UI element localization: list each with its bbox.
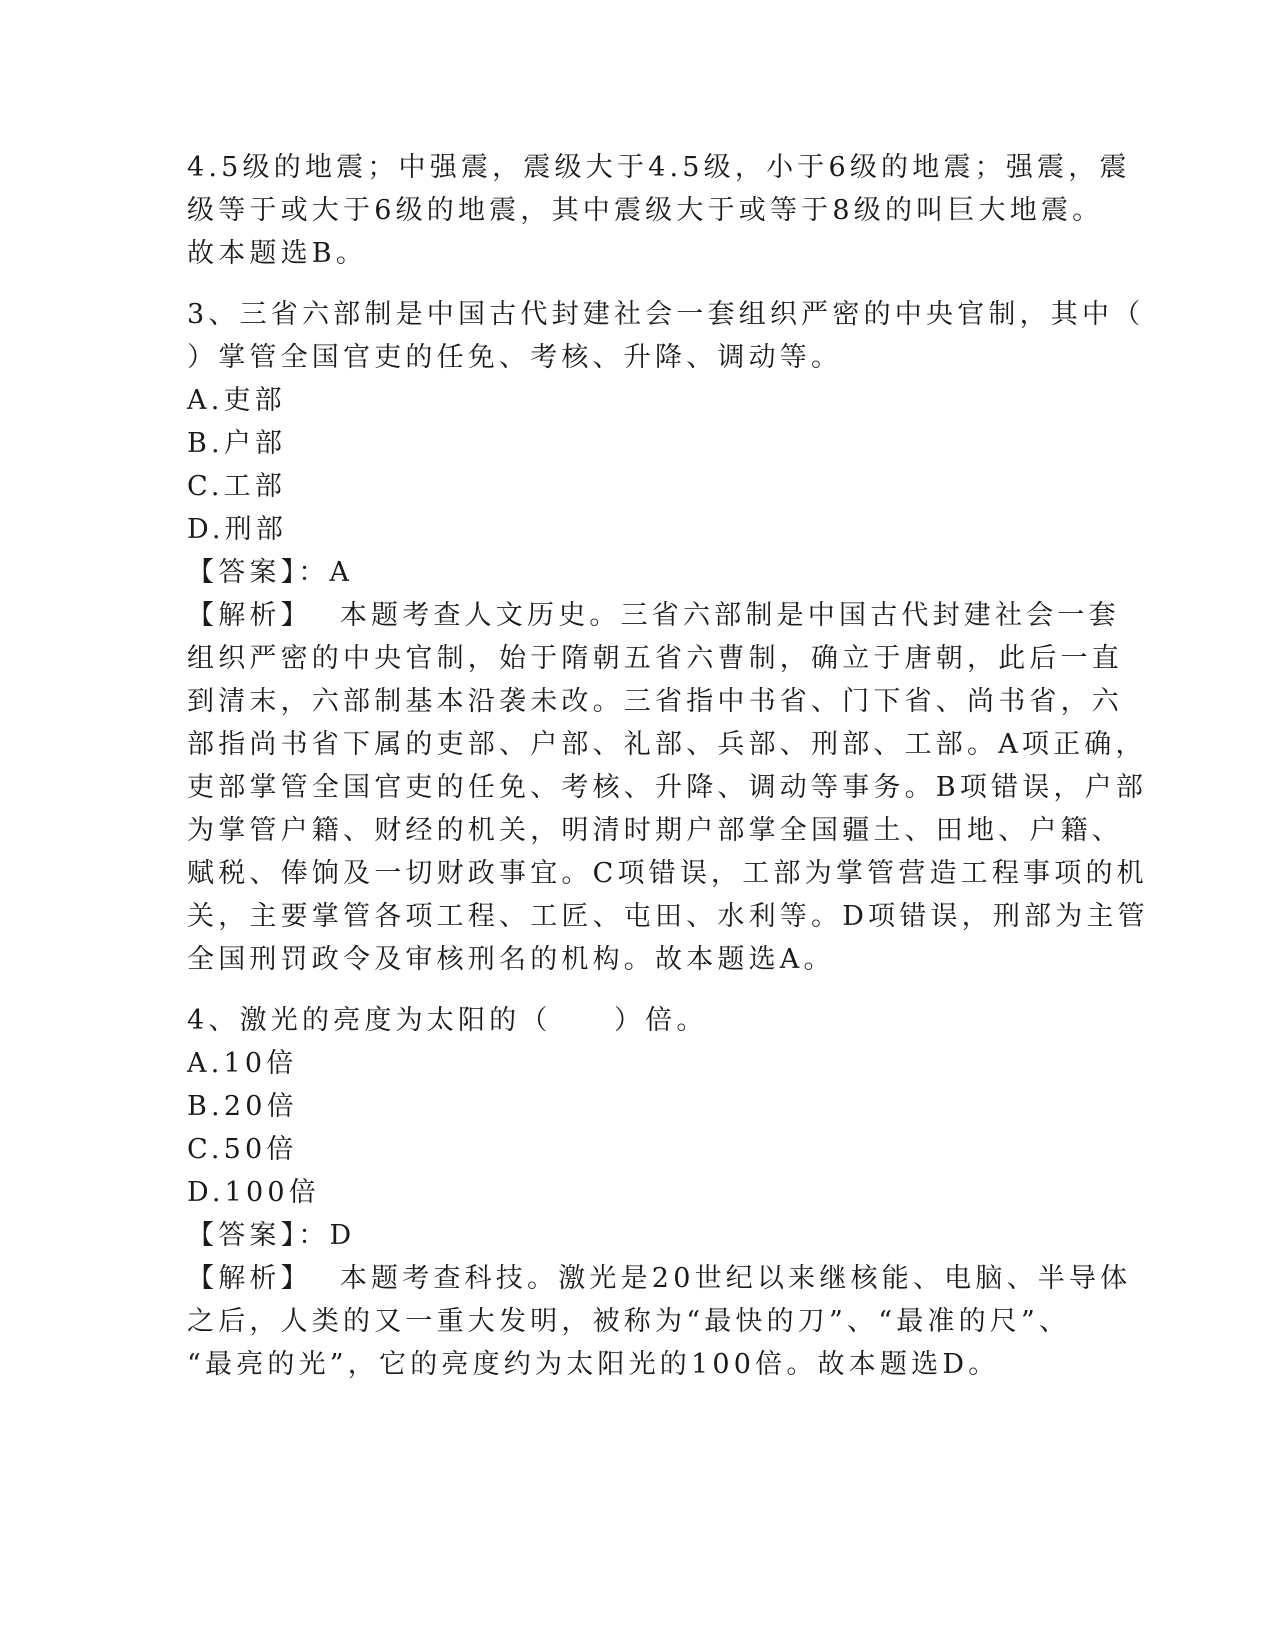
analysis-line: 全国刑罚政令及审核刑名的机构。故本题选A。 — [187, 944, 835, 975]
analysis-label: 【解析】 — [187, 600, 312, 631]
analysis-line: 到清末，六部制基本沿袭未改。三省指中书省、门下省、尚书省，六 — [187, 686, 1123, 717]
question-3 — [187, 293, 1149, 981]
option-b: B.户部 — [187, 428, 287, 459]
analysis-line: 部指尚书省下属的吏部、户部、礼部、兵部、刑部、工部。A项正确， — [187, 729, 1147, 760]
text-line: 故本题选B。 — [187, 238, 368, 269]
option-a: A.10倍 — [187, 1048, 298, 1079]
analysis-text: 本题考查科技。激光是20世纪以来继核能、电脑、半导体 — [339, 1263, 1132, 1294]
option-c: C.工部 — [187, 471, 287, 502]
question-stem-line: ）掌管全国官吏的任免、考核、升降、调动等。 — [187, 342, 843, 373]
analysis-line: 组织严密的中央官制，始于隋朝五省六曹制，确立于唐朝，此后一直 — [187, 643, 1123, 674]
analysis-first-line — [187, 1257, 1132, 1300]
analysis-line: 为掌管户籍、财经的机关，明清时期户部掌全国疆土、田地、户籍、 — [187, 815, 1123, 846]
question-4 — [187, 999, 1132, 1386]
answer-line: 【答案】：D — [187, 1220, 356, 1251]
option-c: C.50倍 — [187, 1134, 298, 1165]
option-a: A.吏部 — [187, 385, 286, 416]
analysis-first-line — [187, 594, 1120, 637]
text-line: 级等于或大于6级的地震，其中震级大于或等于8级的叫巨大地震。 — [187, 195, 1104, 226]
question-stem-line: 4、激光的亮度为太阳的（ ）倍。 — [187, 1005, 708, 1036]
option-d: D.刑部 — [187, 514, 288, 545]
analysis-line: 吏部掌管全国官吏的任免、考核、升降、调动等事务。B项错误，户部 — [187, 772, 1148, 803]
option-b: B.20倍 — [187, 1091, 298, 1122]
page-content — [187, 146, 1149, 1386]
analysis-line: “最亮的光”，它的亮度约为太阳光的100倍。故本题选D。 — [187, 1349, 1000, 1380]
text-line: 4.5级的地震；中强震，震级大于4.5级，小于6级的地震；强震，震 — [187, 152, 1131, 183]
analysis-text: 本题考查人文历史。三省六部制是中国古代封建社会一套 — [339, 600, 1120, 631]
option-d: D.100倍 — [187, 1177, 321, 1208]
question-stem-line: 3、三省六部制是中国古代封建社会一套组织严密的中央官制，其中（ — [187, 299, 1145, 330]
analysis-line: 赋税、俸饷及一切财政事宜。C项错误，工部为掌管营造工程事项的机 — [187, 858, 1148, 889]
analysis-line: 之后，人类的又一重大发明，被称为“最快的刀”、“最准的尺”、 — [187, 1306, 1071, 1337]
answer-line: 【答案】：A — [187, 557, 354, 588]
previous-analysis-tail — [187, 146, 1131, 275]
analysis-label: 【解析】 — [187, 1263, 312, 1294]
analysis-line: 关，主要掌管各项工程、工匠、屯田、水利等。D项错误，刑部为主管 — [187, 901, 1149, 932]
